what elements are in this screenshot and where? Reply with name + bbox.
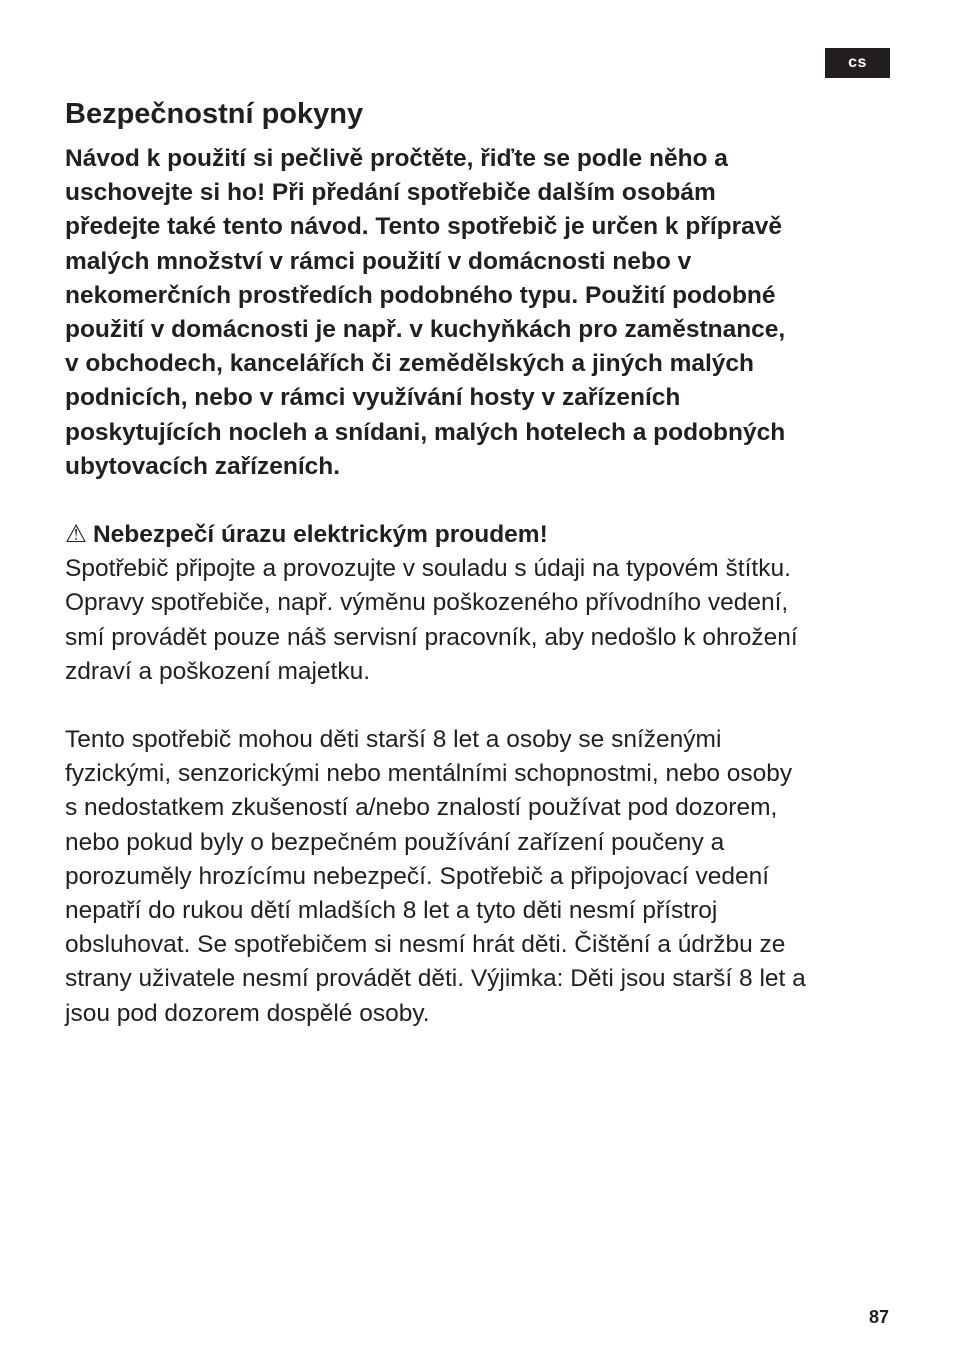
children-line: nebo pokud byly o bezpečném používání zařízení poučeny a — [65, 828, 725, 856]
warning-heading-text: Nebezpečí úrazu elektrickým proudem! — [92, 521, 548, 549]
paragraph-spacer — [65, 484, 895, 518]
warning-line: smí provádět pouze náš servisní pracovník, aby nedošlo k ohrožení — [65, 623, 798, 651]
warning-line: Opravy spotřebiče, např. výměnu poškozeného přívodního vedení, — [65, 589, 789, 617]
section-title: Bezpečnostní pokyny — [65, 98, 364, 130]
intro-line: poskytujících nocleh a snídani, malých hotelech a podobných — [65, 418, 786, 446]
page-number: 87 — [868, 1307, 889, 1327]
warning-triangle-icon: ⚠ — [65, 521, 87, 549]
children-line: porozuměly hrozícímu nebezpečí. Spotřebič a připojovací vedení — [65, 862, 770, 890]
electric-shock-warning-heading — [65, 518, 895, 552]
intro-line: uschovejte si ho! Při předání spotřebiče dalším osobám — [65, 179, 716, 207]
intro-paragraph — [65, 142, 895, 484]
intro-line: v obchodech, kancelářích či zemědělských a jiných malých — [65, 350, 755, 378]
paragraph-spacer — [65, 689, 895, 723]
children-safety-paragraph — [65, 723, 895, 1031]
children-line: Tento spotřebič mohou děti starší 8 let a osoby se sníženými — [65, 726, 722, 754]
intro-line: malých množství v rámci použití v domácnosti nebo v — [65, 247, 692, 275]
language-badge: cs — [825, 48, 890, 78]
children-line: obsluhovat. Se spotřebičem si nesmí hrát děti. Čištění a údržbu ze — [65, 931, 786, 959]
warning-line: Spotřebič připojte a provozujte v souladu s údaji na typovém štítku. — [65, 555, 791, 583]
children-line: jsou pod dozorem dospělé osoby. — [65, 999, 430, 1027]
intro-line: použití v domácnosti je např. v kuchyňkách pro zaměstnance, — [65, 316, 786, 344]
children-line: nepatří do rukou dětí mladších 8 let a tyto děti nesmí přístroj — [65, 897, 718, 925]
children-line: s nedostatkem zkušeností a/nebo znalostí používat pod dozorem, — [65, 794, 778, 822]
intro-line: nekomerčních prostředích podobného typu. Použití podobné — [65, 281, 776, 309]
warning-line: zdraví a poškození majetku. — [65, 657, 371, 685]
intro-line: Návod k použití si pečlivě pročtěte, řiďte se podle něho a — [65, 145, 728, 172]
intro-line: předejte také tento návod. Tento spotřebič je určen k přípravě — [65, 213, 783, 241]
electric-shock-warning-text — [65, 552, 895, 689]
intro-line: podnicích, nebo v rámci využívání hosty v zařízeních — [65, 384, 681, 412]
document-body — [65, 94, 895, 1031]
children-line: strany uživatele nesmí provádět děti. Výjimka: Děti jsou starší 8 let a — [65, 965, 806, 993]
intro-line: ubytovacích zařízeních. — [65, 452, 341, 480]
children-line: fyzickými, senzorickými nebo mentálními schopnostmi, nebo osoby — [65, 760, 793, 788]
